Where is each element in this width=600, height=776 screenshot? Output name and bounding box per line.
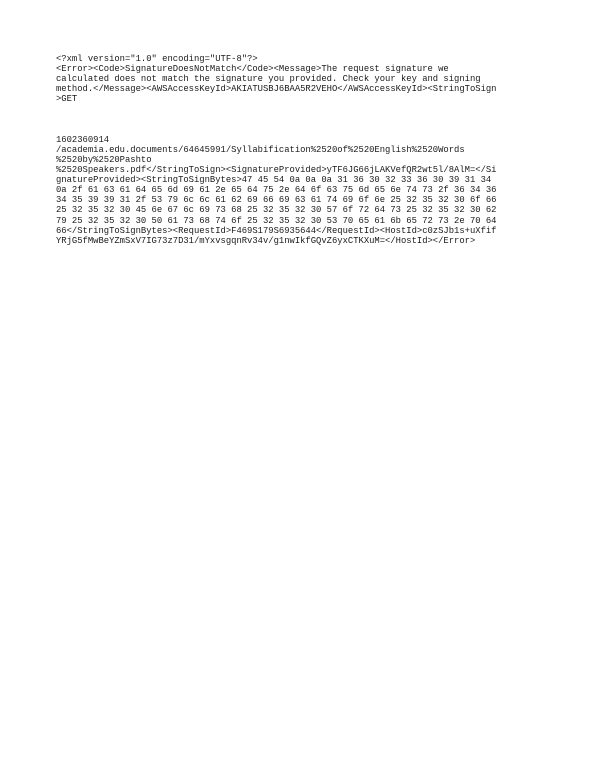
text-line: 0a 2f 61 63 61 64 65 6d 69 61 2e 65 64 75 2e 64 6f 63 75 6d 65 6e 74 73 2f 36 34 36 bbox=[56, 185, 497, 196]
text-line: 79 25 32 35 32 30 50 61 73 68 74 6f 25 32 35 32 30 53 70 65 61 6b 65 72 73 2e 70 64 bbox=[56, 215, 497, 226]
text-line: >GET bbox=[56, 94, 78, 105]
text-line: 66</StringToSignBytes><RequestId>F469S179S6935644</RequestId><HostId>c0zSJb1s+uXfif bbox=[56, 225, 497, 236]
text-line: %2520by%2520Pashto bbox=[56, 154, 152, 165]
text-line: <?xml version="1.0" encoding="UTF-8"?> bbox=[56, 54, 258, 64]
text-line: gnatureProvided><StringToSignBytes>47 45 54 0a 0a 0a 31 36 30 32 33 36 30 39 31 34 bbox=[56, 175, 492, 186]
xml-error-text bbox=[56, 54, 556, 246]
text-line: %2520Speakers.pdf</StringToSign><SignatureProvided>yTF6JG66jLAKVefQR2wt5l/8AlM=</Si bbox=[56, 165, 497, 176]
text-line: <Error><Code>SignatureDoesNotMatch</Code><Message>The request signature we bbox=[56, 64, 449, 75]
blank-gap bbox=[56, 104, 556, 134]
text-line: /academia.edu.documents/64645991/Syllabification%2520of%2520English%2520Words bbox=[56, 144, 465, 155]
text-line: method.</Message><AWSAccessKeyId>AKIATUSBJ6BAA5R2VEHO</AWSAccessKeyId><StringToSign bbox=[56, 84, 497, 95]
text-line: YRjG5fMwBeYZmSxV7IG73z7D31/mYxvsgqnRv34v/g1nwIkfGQvZ6yxCTKXuM=</HostId></Error> bbox=[56, 235, 476, 246]
text-line: 25 32 35 32 30 45 6e 67 6c 69 73 68 25 32 35 32 30 57 6f 72 64 73 25 32 35 32 30 62 bbox=[56, 205, 497, 216]
text-line: 34 35 39 39 31 2f 53 79 6c 6c 61 62 69 66 69 63 61 74 69 6f 6e 25 32 35 32 30 6f 66 bbox=[56, 195, 497, 206]
text-line: 1602360914 bbox=[56, 134, 110, 145]
text-line: calculated does not match the signature you provided. Check your key and signing bbox=[56, 74, 481, 85]
